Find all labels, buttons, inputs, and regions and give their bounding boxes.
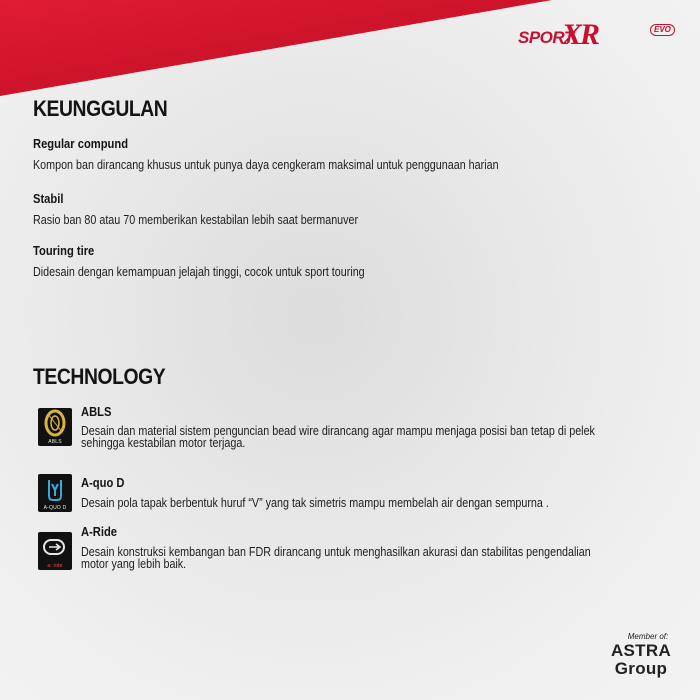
tech-title-aquod: A-quo D <box>81 475 125 490</box>
astra-group-logo <box>596 632 686 678</box>
technology-heading: TECHNOLOGY <box>33 364 166 389</box>
member-of-text: Member of: <box>627 632 669 641</box>
aquod-icon-caption: A-QUO D <box>43 505 67 511</box>
tech-title-abls: ABLS <box>81 404 112 419</box>
water-drop-icon <box>38 474 72 512</box>
tech-desc-abls: Desain dan material sistem penguncian bead wire dirancang agar mampu menjaga posisi ban tetap di pelek sehingga kestabilan motor terjaga. <box>81 424 595 450</box>
aride-icon-caption: a: ride <box>47 563 63 569</box>
abls-icon-caption: ABLS <box>48 439 62 445</box>
feature-title: Regular compund <box>33 136 129 151</box>
tech-desc-aride: Desain konstruksi kembangan ban FDR dirancang untuk menghasilkan akurasi dan stabilitas pengendalian motor yang lebih baik. <box>81 545 591 571</box>
logo-evo-badge: EVO <box>650 24 675 36</box>
tech-title-aride: A-Ride <box>81 524 118 539</box>
feature-desc: Didesain dengan kemampuan jelajah tinggi, cocok untuk sport touring <box>33 265 365 279</box>
tech-desc-aquod: Desain pola tapak berbentuk huruf “V” yang tak simetris mampu membelah air dengan sempurna . <box>81 496 549 510</box>
feature-desc: Kompon ban dirancang khusus untuk punya daya cengkeram maksimal untuk penggunaan harian <box>33 158 499 172</box>
feature-desc: Rasio ban 80 atau 70 memberikan kestabilan lebih saat bermanuver <box>33 213 359 227</box>
sport-xr-logo <box>518 18 676 52</box>
tire-lock-icon <box>38 408 72 446</box>
astra-text: ASTRA <box>610 641 672 660</box>
group-text: Group <box>614 659 668 678</box>
feature-title: Stabil <box>33 191 64 206</box>
feature-title: Touring tire <box>33 243 95 258</box>
keunggulan-heading: KEUNGGULAN <box>33 96 168 121</box>
logo-xr-text: XR <box>562 18 599 51</box>
tire-ride-icon <box>38 532 72 570</box>
logo-sport-text: SPORT <box>518 28 574 47</box>
